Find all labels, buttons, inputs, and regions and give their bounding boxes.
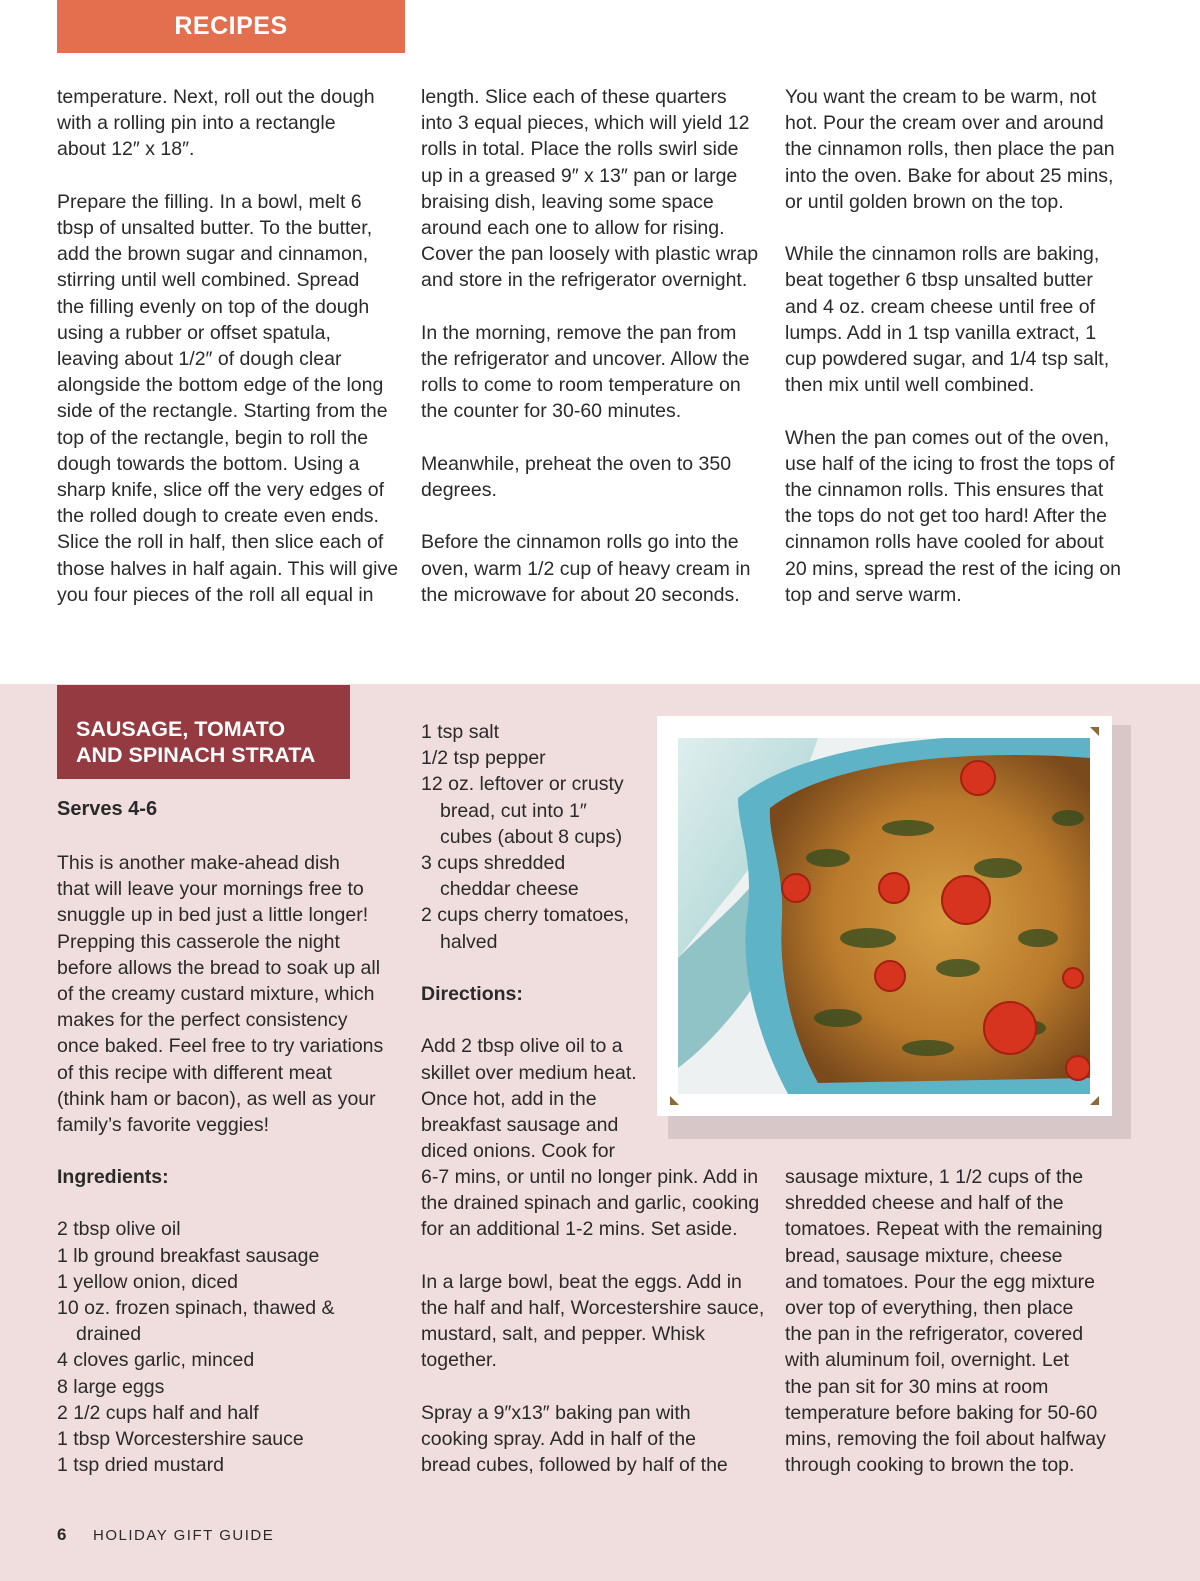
direction-line: In a large bowl, beat the eggs. Add in [421,1270,742,1293]
text-line: the rolled dough to create even ends. [57,505,379,528]
ingredient-item [421,771,651,850]
ingredient-line: 12 oz. leftover or crusty [421,773,624,796]
text-line: sharp knife, slice off the very edges of [57,479,384,502]
text-line: rolls in total. Place the rolls swirl side [421,138,739,161]
text-line: hot. Pour the cream over and around [785,112,1104,135]
intro-line: This is another make-ahead dish [57,852,340,874]
ingredients-block [57,1164,402,1478]
ingredient-line: 3 cups shredded [421,852,566,875]
text-line: with a rolling pin into a rectangle [57,112,336,135]
direction-line: through cooking to brown the top. [785,1454,1075,1477]
ingredient-line: 2 cups cherry tomatoes, [421,904,630,927]
intro-line: family’s favorite veggies! [57,1114,270,1137]
directions-heading: Directions: [421,983,523,1006]
direction-line: sausage mixture, 1 1/2 cups of the [785,1166,1084,1188]
text-line: rolls to come to room temperature on [421,374,741,397]
serves-label: Serves 4-6 [57,798,158,820]
ingredients-continued [421,719,651,1164]
direction-line: breakfast sausage and [421,1114,619,1137]
intro-line: that will leave your mornings free to [57,878,364,901]
direction-line: bread, sausage mixture, cheese [785,1244,1063,1267]
recipe-title-box [57,685,350,779]
text-line: you four pieces of the roll all equal in [57,583,374,606]
paragraph-gap [421,1243,766,1269]
direction-line: 6-7 mins, or until no longer pink. Add in [421,1166,759,1188]
direction-line: over top of everything, then place [785,1297,1074,1320]
ingredient-line: 1/2 tsp pepper [421,747,546,770]
text-line: dough towards the bottom. Using a [57,452,360,475]
text-line: In the morning, remove the pan from [421,321,737,344]
text-line: cinnamon rolls have cooled for about [785,531,1104,554]
ingredient-item [57,1400,402,1426]
direction-line: together. [421,1349,497,1372]
text-line: lumps. Add in 1 tsp vanilla extract, 1 [785,321,1097,344]
direction-line: with aluminum foil, overnight. Let [785,1349,1069,1372]
ingredient-line: 2 tbsp olive oil [57,1218,181,1241]
paragraph-gap [57,163,402,189]
intro-line: (think ham or bacon), as well as your [57,1087,376,1110]
direction-line: Once hot, add in the [421,1087,597,1110]
top-column-1 [57,84,402,608]
direction-line: the half and half, Worcestershire sauce, [421,1297,765,1319]
direction-line: Spray a 9″x13″ baking pan with [421,1401,691,1424]
ingredient-item [421,850,651,902]
paragraph-gap [421,1374,766,1400]
photo-corner-bottom-left [670,1096,679,1105]
text-line: those halves in half again. This will give [57,557,399,580]
text-line: add the brown sugar and cinnamon, [57,243,369,266]
ingredient-item [421,745,651,771]
direction-line: shredded cheese and half of the [785,1192,1064,1215]
text-line: degrees. [421,479,497,502]
photo-corner-top-right [1090,727,1099,736]
text-line: When the pan comes out of the oven, [785,426,1110,449]
text-line: or until golden brown on the top. [785,190,1064,213]
text-line: oven, warm 1/2 cup of heavy cream in [421,557,751,580]
ingredients-list-2 [421,719,651,955]
ingredient-line: 1 lb ground breakfast sausage [57,1244,320,1267]
intro-line: of the creamy custard mixture, which [57,983,375,1006]
ingredient-item [57,1347,402,1373]
text-line: cup powdered sugar, and 1/4 tsp salt, [785,348,1110,371]
paragraph-gap [421,425,766,451]
section-label: RECIPES [174,12,288,40]
text-line: into 3 equal pieces, which will yield 12 [421,112,750,135]
ingredient-item [57,1269,402,1295]
intro-line: snuggle up in bed just a little longer! [57,904,369,927]
direction-line: mustard, salt, and pepper. Whisk [421,1323,705,1346]
text-line: the counter for 30-60 minutes. [421,400,682,423]
text-line: about 12″ x 18″. [57,138,195,161]
text-line: Prepare the filling. In a bowl, melt 6 [57,190,362,213]
direction-line: bread cubes, followed by half of the [421,1454,728,1477]
ingredient-item [57,1216,402,1242]
direction-line: Add 2 tbsp olive oil to a [421,1035,623,1058]
section-banner [57,0,405,53]
text-line: Meanwhile, preheat the oven to 350 [421,452,732,475]
text-line: the cinnamon rolls. This ensures that [785,479,1104,502]
text-line: up in a greased 9″ x 13″ pan or large [421,164,738,187]
paragraph-gap [421,294,766,320]
ingredient-item [421,719,651,745]
text-line: braising dish, leaving some space [421,190,714,213]
text-line: alongside the bottom edge of the long [57,374,384,397]
ingredient-item [57,1426,402,1452]
text-line: use half of the icing to frost the tops of [785,452,1115,475]
text-line: 20 mins, spread the rest of the icing on [785,557,1122,580]
text-line: then mix until well combined. [785,374,1035,397]
direction-line: the pan sit for 30 mins at room [785,1375,1049,1398]
recipe-intro [57,850,402,1138]
text-line: top of the rectangle, begin to roll the [57,426,369,449]
text-line: and store in the refrigerator overnight. [421,269,748,292]
intro-line: makes for the perfect consistency [57,1009,348,1032]
ingredient-item [57,1295,402,1347]
ingredient-line: drained [76,1323,142,1346]
direction-line: and tomatoes. Pour the egg mixture [785,1270,1096,1293]
top-column-3 [785,84,1130,608]
recipe-title-line-1: SAUSAGE, TOMATO [76,717,286,741]
ingredient-line: 1 tsp salt [421,721,500,743]
publication-name: HOLIDAY GIFT GUIDE [93,1527,275,1544]
intro-line: of this recipe with different meat [57,1061,332,1084]
ingredient-line: cubes (about 8 cups) [440,825,623,848]
direction-line: the drained spinach and garlic, cooking [421,1192,760,1215]
direction-line: cooking spray. Add in half of the [421,1428,696,1450]
ingredient-item [421,902,651,954]
text-line: While the cinnamon rolls are baking, [785,243,1100,266]
ingredient-line: halved [440,930,498,953]
text-line: the microwave for about 20 seconds. [421,583,740,606]
intro-line: once baked. Feel free to try variations [57,1035,384,1058]
text-line: using a rubber or offset spatula, [57,321,331,344]
ingredient-item [57,1452,402,1478]
ingredient-line: 1 yellow onion, diced [57,1270,239,1293]
text-line: You want the cream to be warm, not [785,86,1097,108]
direction-line: diced onions. Cook for [421,1140,616,1163]
ingredient-line: 1 tbsp Worcestershire sauce [57,1428,304,1451]
ingredients-heading: Ingredients: [57,1166,169,1188]
paragraph-gap [785,398,1130,424]
ingredient-line: 2 1/2 cups half and half [57,1401,259,1424]
ingredient-line: 4 cloves garlic, minced [57,1349,255,1372]
direction-line: skillet over medium heat. [421,1061,637,1084]
page-number: 6 [57,1525,67,1544]
text-line: and 4 oz. cream cheese until free of [785,295,1096,318]
text-line: beat together 6 tbsp unsalted butter [785,269,1093,292]
text-line: around each one to allow for rising. [421,217,725,240]
text-line: the refrigerator and uncover. Allow the [421,348,750,371]
text-line: the cinnamon rolls, then place the pan [785,138,1115,161]
recipe-title-line-2: AND SPINACH STRATA [76,743,316,767]
text-line: Before the cinnamon rolls go into the [421,531,739,554]
intro-line: Prepping this casserole the night [57,930,340,953]
direction-line: temperature before baking for 50-60 [785,1401,1098,1424]
directions-narrow [421,1033,651,1164]
text-line: side of the rectangle. Starting from the [57,400,388,423]
paragraph-gap [421,503,766,529]
text-line: length. Slice each of these quarters [421,86,727,108]
ingredients-list-1 [57,1216,402,1478]
text-line: leaving about 1/2″ of dough clear [57,348,342,371]
ingredient-line: bread, cut into 1″ [440,799,587,822]
direction-line: for an additional 1-2 mins. Set aside. [421,1218,738,1241]
strata-photo [678,738,1090,1094]
direction-line: mins, removing the foil about halfway [785,1428,1106,1451]
text-line: Slice the roll in half, then slice each of [57,531,384,554]
ingredient-line: 1 tsp dried mustard [57,1454,224,1477]
direction-line: the pan in the refrigerator, covered [785,1323,1084,1346]
ingredient-item [57,1374,402,1400]
paragraph-gap [785,215,1130,241]
ingredient-line: cheddar cheese [440,878,579,901]
direction-line: tomatoes. Repeat with the remaining [785,1218,1103,1241]
top-column-2 [421,84,766,608]
ingredient-line: 8 large eggs [57,1375,165,1398]
text-line: Cover the pan loosely with plastic wrap [421,243,759,266]
text-line: temperature. Next, roll out the dough [57,86,375,108]
text-line: stirring until well combined. Spread [57,269,360,292]
text-line: tbsp of unsalted butter. To the butter, [57,217,373,239]
text-line: the tops do not get too hard! After the [785,505,1107,528]
directions-column-2 [421,1164,766,1478]
intro-line: before allows the bread to soak up all [57,956,381,979]
ingredient-line: 10 oz. frozen spinach, thawed & [57,1297,335,1319]
directions-column-3 [785,1164,1130,1478]
text-line: into the oven. Bake for about 25 mins, [785,164,1114,187]
photo-corner-bottom-right [1090,1096,1099,1105]
text-line: the filling evenly on top of the dough [57,295,370,318]
ingredient-item [57,1243,402,1269]
text-line: top and serve warm. [785,583,962,606]
